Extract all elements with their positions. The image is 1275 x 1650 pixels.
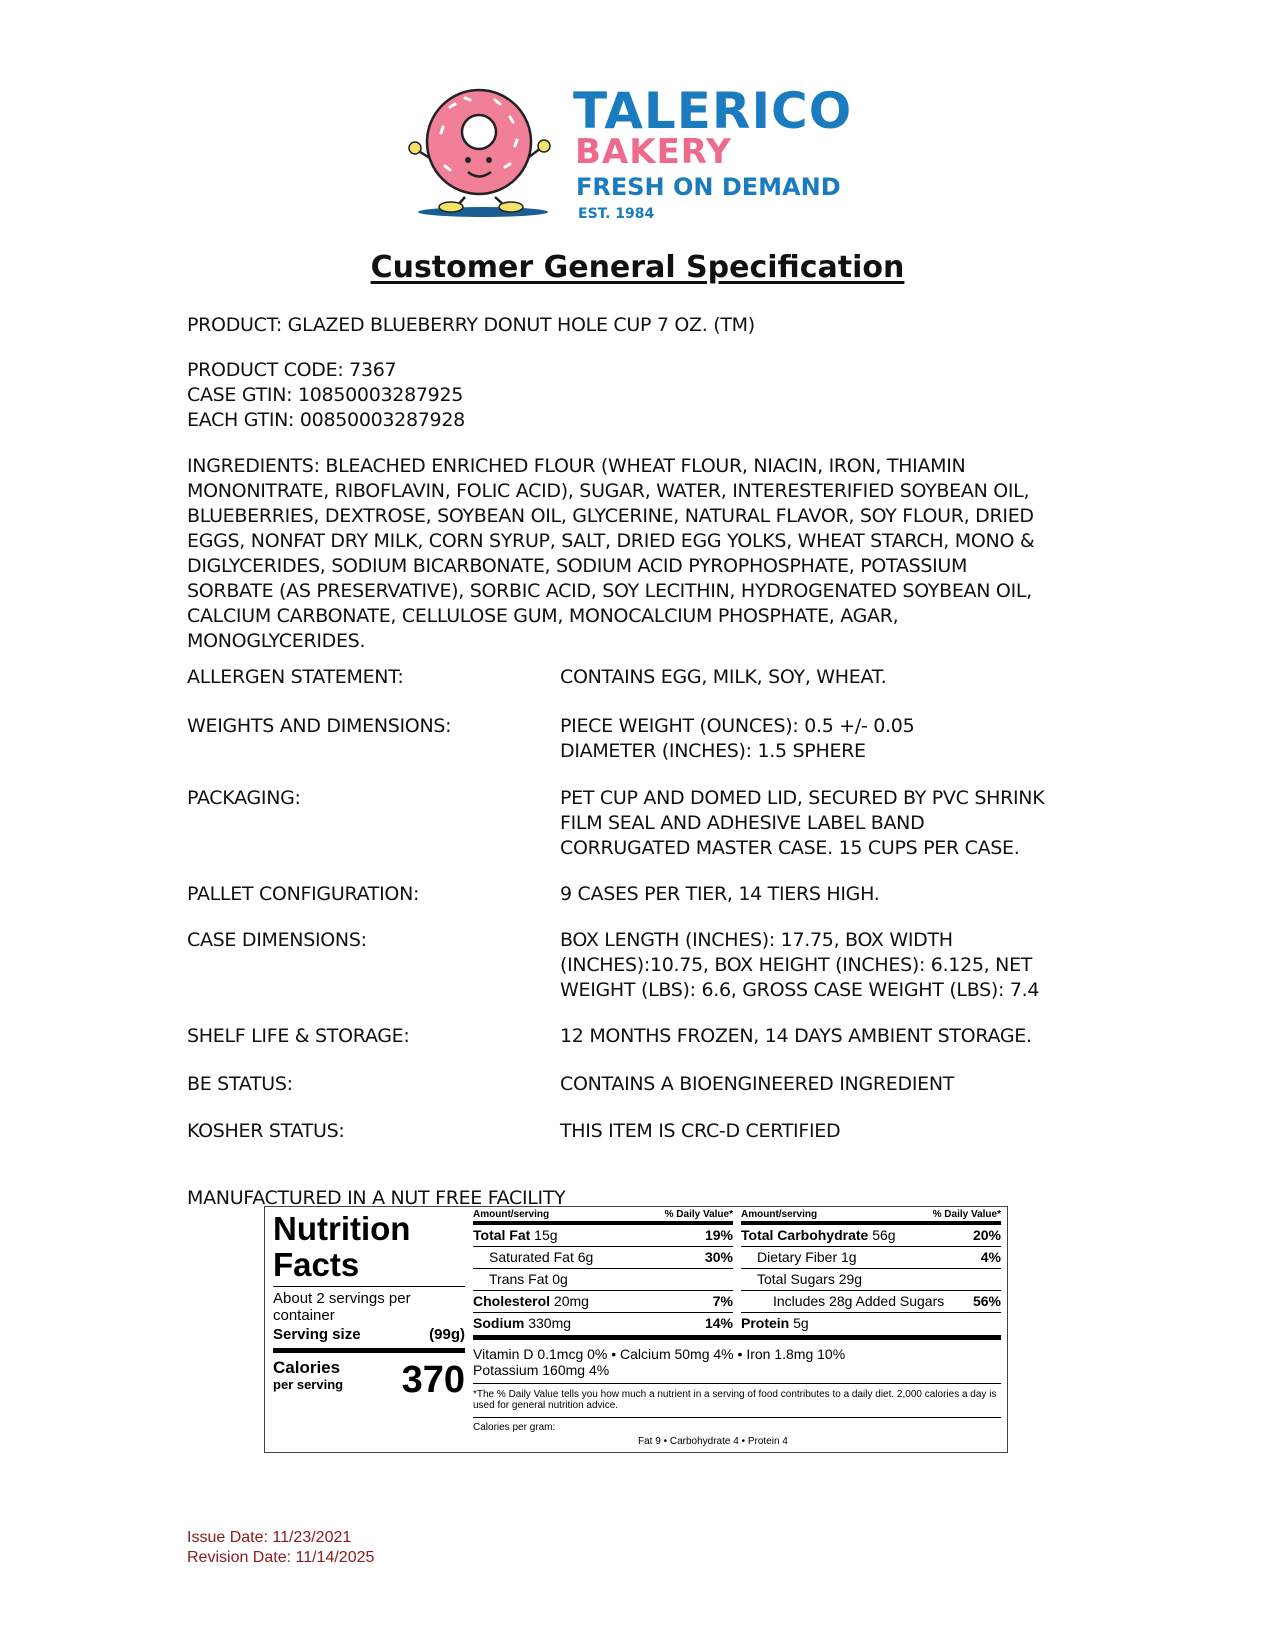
case-gtin: CASE GTIN: 10850003287925 [187,384,464,406]
nutrient-row: Dietary Fiber 1g 4% [741,1247,1001,1269]
nutrient-column-right [741,1209,1001,1334]
page-title: Customer General Specification [370,250,905,285]
nutrition-summary [273,1211,465,1400]
spec-value: 12 MONTHS FROZEN, 14 DAYS AMBIENT STORAGE. [560,1025,1032,1047]
nutrient-row: Total Sugars 29g [741,1269,1001,1291]
product-name: PRODUCT: GLAZED BLUEBERRY DONUT HOLE CUP 7 OZ. (TM) [187,314,755,336]
nutrient-row: Includes 28g Added Sugars 56% [741,1291,1001,1313]
serving-size-label: Serving size [273,1326,361,1343]
spec-label: ALLERGEN STATEMENT: [187,666,404,688]
nutrient-row: Sodium 330mg 14% [473,1315,733,1331]
each-gtin: EACH GTIN: 00850003287928 [187,409,465,431]
vitamins-line1: Vitamin D 0.1mcg 0% • Calcium 50mg 4% • Iron 1.8mg 10% [473,1346,846,1362]
nutrient-column-left [473,1209,733,1334]
spec-value: THIS ITEM IS CRC-D CERTIFIED [560,1120,841,1142]
donut-mascot-icon [405,82,570,222]
calories-sublabel: per serving [273,1377,344,1392]
vitamins-line2: Potassium 160mg 4% [473,1362,610,1378]
spec-label: SHELF LIFE & STORAGE: [187,1025,410,1047]
spec-label: PACKAGING: [187,787,301,809]
spec-value: CONTAINS EGG, MILK, SOY, WHEAT. [560,666,887,688]
piece-weight: PIECE WEIGHT (OUNCES): 0.5 +/- 0.05 [560,715,915,737]
brand-name: TALERICO [573,82,853,140]
nutrition-facts-panel [264,1206,1008,1453]
serving-size-value: (99g) [429,1326,465,1343]
spec-value: 9 CASES PER TIER, 14 TIERS HIGH. [560,883,880,905]
calories-value: 370 [401,1359,465,1401]
company-logo [405,82,875,222]
daily-value-header: % Daily Value* [664,1209,733,1220]
vitamins-minerals [473,1346,1001,1378]
amount-header: Amount/serving [473,1209,550,1220]
brand-established: EST. 1984 [578,206,655,222]
nutrition-title-line1: Nutrition [273,1210,411,1247]
calories [273,1357,465,1400]
product-code: PRODUCT CODE: 7367 [187,359,397,381]
nut-free-statement: MANUFACTURED IN A NUT FREE FACILITY [187,1187,566,1209]
spec-label: BE STATUS: [187,1073,293,1095]
nutrient-row: Protein 5g [741,1315,809,1331]
serving-size [273,1326,465,1343]
revision-date: Revision Date: 11/14/2025 [187,1549,375,1566]
spec-value: PET CUP AND DOMED LID, SECURED BY PVC SHRINK FILM SEAL AND ADHESIVE LABEL BAND CORRUGATED MASTER CASE. 15 CUPS PER CASE. [560,787,1045,859]
servings-per-container: About 2 servings per container [273,1290,411,1324]
nutrition-title-line2: Facts [273,1246,360,1283]
nutrient-table [473,1209,1001,1447]
spec-label: CASE DIMENSIONS: [187,929,367,951]
nutrient-row: Total Fat 15g 19% [473,1225,733,1247]
calories-per-gram-values: Fat 9 • Carbohydrate 4 • Protein 4 [638,1436,788,1447]
spec-label: WEIGHTS AND DIMENSIONS: [187,715,452,737]
nutrient-row: Saturated Fat 6g 30% [473,1247,733,1269]
spec-value: BOX LENGTH (INCHES): 17.75, BOX WIDTH (INCHES):10.75, BOX HEIGHT (INCHES): 6.125, NET WEIGHT (LBS): 6.6, GROSS CASE WEIGHT (LBS): 7.4 [560,929,1040,1001]
spec-label: PALLET CONFIGURATION: [187,883,420,905]
diameter: DIAMETER (INCHES): 1.5 SPHERE [560,740,866,762]
spec-label: KOSHER STATUS: [187,1120,345,1142]
nutrient-row: Total Carbohydrate 56g 20% [741,1225,1001,1247]
brand-subtitle: BAKERY [575,132,732,172]
nutrient-row: Cholesterol 20mg 7% [473,1291,733,1313]
daily-value-header: % Daily Value* [932,1209,1001,1220]
product-codes [187,358,465,433]
brand-tagline: FRESH ON DEMAND [576,173,841,201]
nutrient-row: Trans Fat 0g [473,1269,733,1291]
daily-value-footnote: *The % Daily Value tells you how much a nutrient in a serving of food contributes to a daily diet. 2,000 calories a day is used for general nutrition advice. [473,1383,1001,1411]
calories-label: Calories [273,1358,341,1377]
ingredients-text: INGREDIENTS: BLEACHED ENRICHED FLOUR (WHEAT FLOUR, NIACIN, IRON, THIAMIN MONONITRATE, RIBOFLAVIN, FOLIC ACID), SUGAR, WATER, INTERESTERIFIED SOYBEAN OIL, BLUEBERRIES, DEXTROSE, SOYBEAN OIL, GLYCERINE, NATURAL FLAVOR, SOY FLOUR, DRIED EGGS, NONFAT DRY MILK, CORN SYRUP, SALT, DRIED EGG YOLKS, WHEAT STARCH, MONO & DIGLYCERIDES, SODIUM BICARBONATE, SODIUM ACID PYROPHOSPHATE, POTASSIUM SORBATE (AS PRESERVATIVE), SORBIC ACID, SOY LECITHIN, HYDROGENATED SOYBEAN OIL, CALCIUM CARBONATE, CELLULOSE GUM, MONOCALCIUM PHOSPHATE, AGAR, MONOGLYCERIDES. [187,455,1035,652]
document-dates [187,1528,374,1568]
spec-value [560,714,1080,764]
amount-header: Amount/serving [741,1209,818,1220]
calories-per-gram-label: Calories per gram: [473,1417,1001,1433]
spec-value: CONTAINS A BIOENGINEERED INGREDIENT [560,1073,955,1095]
issue-date: Issue Date: 11/23/2021 [187,1529,352,1546]
